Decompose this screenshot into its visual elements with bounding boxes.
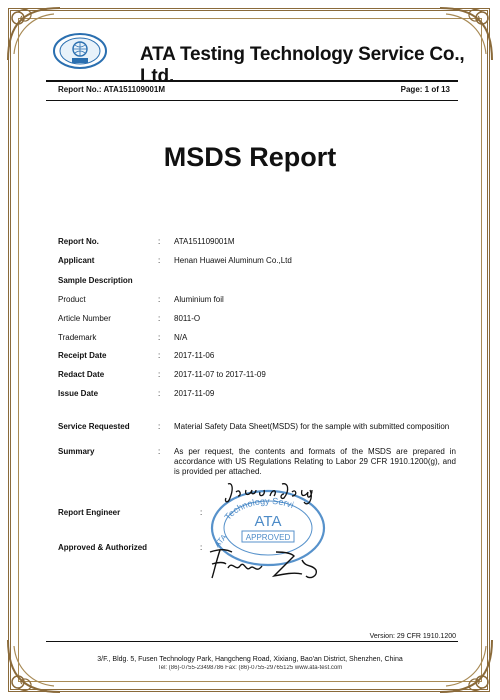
header-divider-thin xyxy=(46,100,458,101)
field-row: Trademark : N/A xyxy=(58,333,458,343)
field-row: Summary : As per request, the contents and formats of the MSDS are prepared in accordance with US Regulations Relating to Labor 29 CFR 1910.1200(g), and is provided per attached. xyxy=(58,447,456,476)
field-row: Approved & Authorized : xyxy=(58,543,203,552)
field-value: 2017-11-07 to 2017-11-09 xyxy=(174,370,266,379)
field-label: Applicant xyxy=(58,256,95,265)
field-row: Product : Aluminium foil xyxy=(58,295,458,305)
version-label: Version: 29 CFR 1910.1200 xyxy=(369,633,456,640)
field-row: Receipt Date : 2017-11-06 xyxy=(58,351,458,361)
stamp-center-text: ATA xyxy=(254,513,282,530)
field-row: Issue Date : 2017-11-09 xyxy=(58,389,458,399)
header-divider xyxy=(46,80,458,82)
field-row: Applicant : Henan Huawei Aluminum Co.,Ltd xyxy=(58,256,458,266)
field-label: Article Number xyxy=(58,314,111,323)
stamp-band-text: APPROVED xyxy=(245,533,291,542)
field-row xyxy=(58,276,458,285)
document-title: MSDS Report xyxy=(163,142,337,172)
field-value: 8011-O xyxy=(174,314,201,323)
field-value: N/A xyxy=(174,333,188,342)
field-row: Report No. : ATA151109001M xyxy=(58,237,458,247)
field-value: 2017-11-06 xyxy=(174,351,215,360)
footer-address: 3/F., Bldg. 5, Fusen Technology Park, Hangcheng Road, Xixiang, Bao'an District, Shenzhen, China xyxy=(97,656,403,663)
field-row: Redact Date : 2017-11-07 to 2017-11-09 xyxy=(58,370,458,380)
field-label: Service Requested xyxy=(58,422,130,431)
field-value: Material Safety Data Sheet(MSDS) for the sample with submitted composition xyxy=(174,422,450,431)
field-label: Issue Date xyxy=(58,389,99,398)
stamp-ring-text: Technology Servi xyxy=(222,495,296,522)
field-label: Receipt Date xyxy=(58,351,107,360)
footer-contact: Tel: (86)-0755-23498786 Fax: (86)-0755-29765125 www.ata-test.com xyxy=(157,665,343,671)
field-label: Redact Date xyxy=(58,370,105,379)
field-label: Product xyxy=(58,295,86,304)
company-logo-icon xyxy=(52,32,108,70)
section-label: Sample Description xyxy=(58,276,133,285)
footer-divider xyxy=(46,641,458,642)
field-value: Henan Huawei Aluminum Co.,Ltd xyxy=(174,256,292,265)
field-label: Trademark xyxy=(58,333,97,342)
field-row: Report Engineer : xyxy=(58,508,203,517)
field-row: Service Requested : Material Safety Data Sheet(MSDS) for the sample with submitted composition xyxy=(58,422,458,432)
border-frame-inner xyxy=(18,18,482,682)
field-value: ATA151109001M xyxy=(174,237,235,246)
field-value: Aluminium foil xyxy=(174,295,224,304)
engineer-signature-icon xyxy=(222,480,318,506)
field-label: Report Engineer xyxy=(58,508,121,517)
page-indicator: Page: 1 of 13 xyxy=(400,85,450,94)
field-label: Approved & Authorized xyxy=(58,543,148,552)
field-label: Summary xyxy=(58,447,95,456)
header-report-number: Report No.: ATA151109001M xyxy=(58,85,165,94)
field-value: 2017-11-09 xyxy=(174,389,215,398)
field-label: Report No. xyxy=(58,237,99,246)
field-value: As per request, the contents and formats of the MSDS are prepared in accordance with US Regulations Relating to Labor 29 CFR 1910.1200(g), and is provided per attached. xyxy=(174,447,456,476)
field-row: Article Number : 8011-O xyxy=(58,314,458,324)
company-name: ATA Testing Technology Service Co., Ltd. xyxy=(140,44,465,87)
stamp-left-text: ATA xyxy=(212,532,229,550)
approver-signature-icon xyxy=(206,546,324,582)
